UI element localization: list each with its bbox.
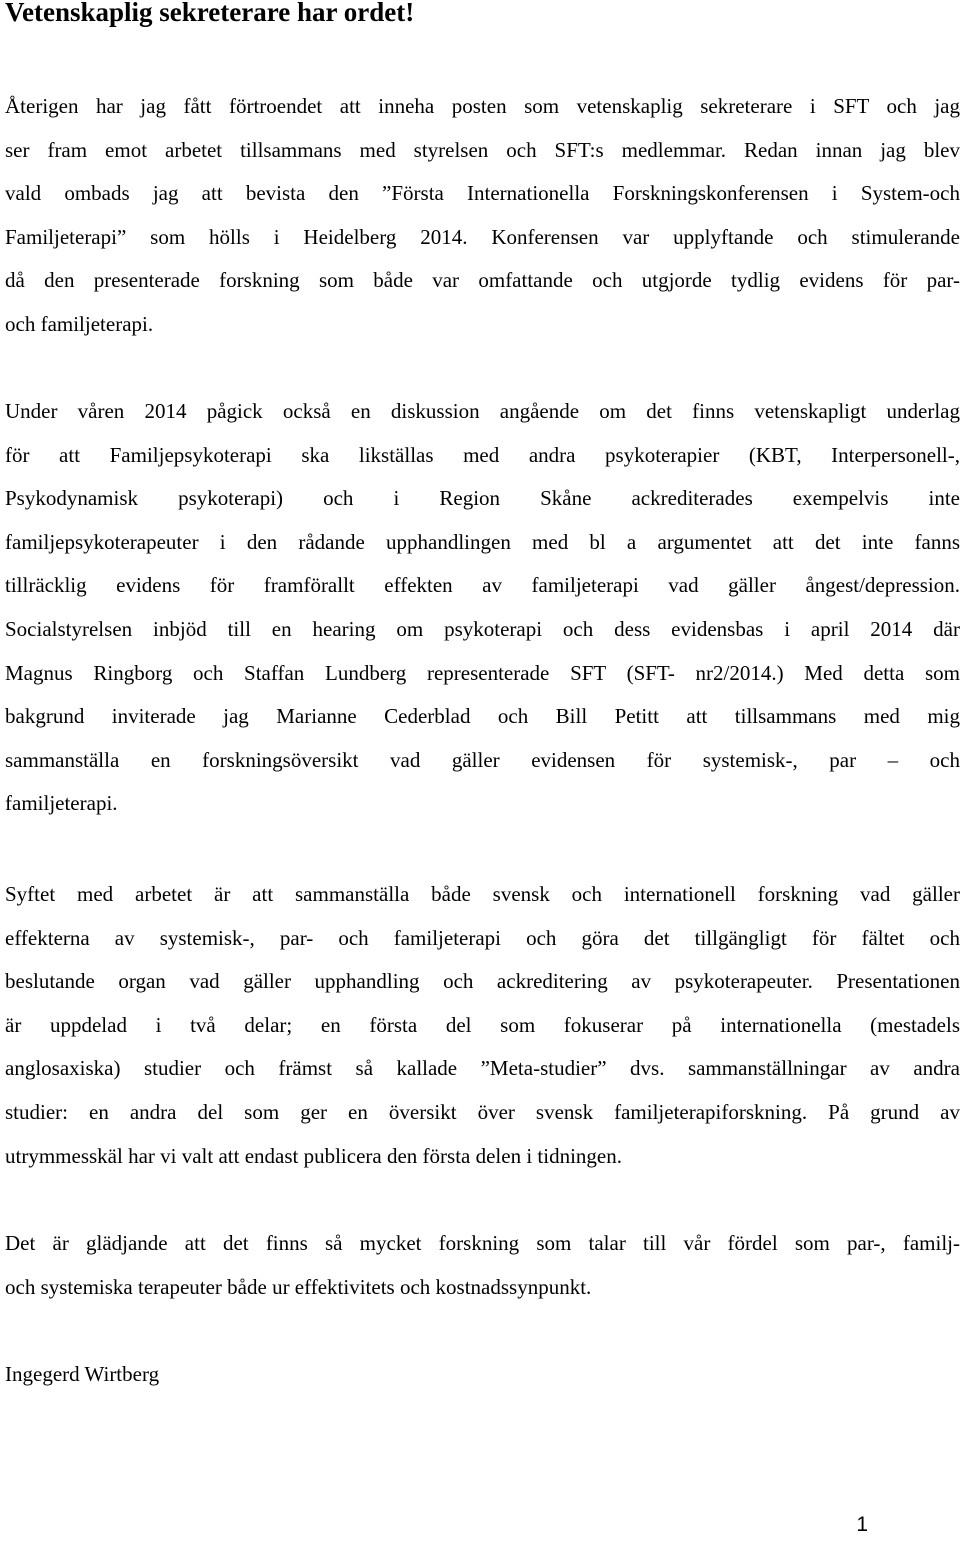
paragraph-line: vald ombads jag att bevista den ”Första Internationella Forskningskonferensen i System-och bbox=[5, 181, 960, 206]
page-title: Vetenskaplig sekreterare har ordet! bbox=[5, 0, 415, 27]
paragraph-line: Familjeterapi” som hölls i Heidelberg 2014. Konferensen var upplyftande och stimulerande bbox=[5, 224, 960, 249]
paragraph-4 bbox=[5, 1222, 960, 1309]
paragraph-line: Magnus Ringborg och Staffan Lundberg representerade SFT (SFT- nr2/2014.) Med detta som bbox=[5, 660, 960, 685]
paragraph-line: Under våren 2014 pågick också en diskussion angående om det finns vetenskapligt underlag bbox=[5, 399, 960, 423]
paragraph-line: utrymmesskäl har vi valt att endast publicera den första delen i tidningen. bbox=[5, 1143, 622, 1168]
paragraph-line: studier: en andra del som ger en översikt över svensk familjeterapiforskning. På grund av bbox=[5, 1099, 960, 1124]
paragraph-line: ser fram emot arbetet tillsammans med styrelsen och SFT:s medlemmar. Redan innan jag blev bbox=[5, 137, 960, 162]
paragraph-line: anglosaxiska) studier och främst så kallade ”Meta-studier” dvs. sammanställningar av andra bbox=[5, 1056, 960, 1081]
paragraph-line: familjeterapi. bbox=[5, 791, 118, 816]
paragraph-line: Återigen har jag fått förtroendet att inneha posten som vetenskaplig sekreterare i SFT och jag bbox=[5, 94, 960, 118]
paragraph-1 bbox=[5, 85, 960, 347]
paragraph-line: tillräcklig evidens för framförallt effekten av familjeterapi vad gäller ångest/depression. bbox=[5, 573, 960, 598]
paragraph-line: sammanställa en forskningsöversikt vad gäller evidensen för systemisk-, par – och bbox=[5, 747, 960, 772]
paragraph-line: och familjeterapi. bbox=[5, 311, 154, 336]
paragraph-line: effekterna av systemisk-, par- och familjeterapi och göra det tillgängligt för fältet och bbox=[5, 925, 960, 950]
paragraph-line: Syftet med arbetet är att sammanställa både svensk och internationell forskning vad gäller bbox=[5, 882, 960, 906]
paragraph-line: bakgrund inviterade jag Marianne Cederblad och Bill Petitt att tillsammans med mig bbox=[5, 704, 960, 729]
paragraph-line: Psykodynamisk psykoterapi) och i Region Skåne ackrediterades exempelvis inte bbox=[5, 486, 960, 511]
paragraph-line: då den presenterade forskning som både var omfattande och utgjorde tydlig evidens för par- bbox=[5, 268, 960, 293]
signature: Ingegerd Wirtberg bbox=[5, 1362, 160, 1386]
paragraph-line: Det är glädjande att det finns så mycket forskning som talar till vår fördel som par-, familj- bbox=[5, 1231, 960, 1255]
paragraph-3 bbox=[5, 873, 960, 1178]
paragraph-line: och systemiska terapeuter både ur effektivitets och kostnadssynpunkt. bbox=[5, 1274, 592, 1299]
page-number: 1 bbox=[856, 1513, 868, 1536]
paragraph-line: för att Familjepsykoterapi ska likställas med andra psykoterapier (KBT, Interpersonell-, bbox=[5, 442, 960, 467]
paragraph-line: beslutande organ vad gäller upphandling och ackreditering av psykoterapeuter. Presentationen bbox=[5, 969, 960, 994]
paragraph-2 bbox=[5, 390, 960, 826]
paragraph-line: familjepsykoterapeuter i den rådande upphandlingen med bl a argumentet att det inte fanns bbox=[5, 529, 960, 554]
paragraph-line: Socialstyrelsen inbjöd till en hearing om psykoterapi och dess evidensbas i april 2014 där bbox=[5, 616, 960, 641]
paragraph-line: är uppdelad i två delar; en första del som fokuserar på internationella (mestadels bbox=[5, 1012, 960, 1037]
